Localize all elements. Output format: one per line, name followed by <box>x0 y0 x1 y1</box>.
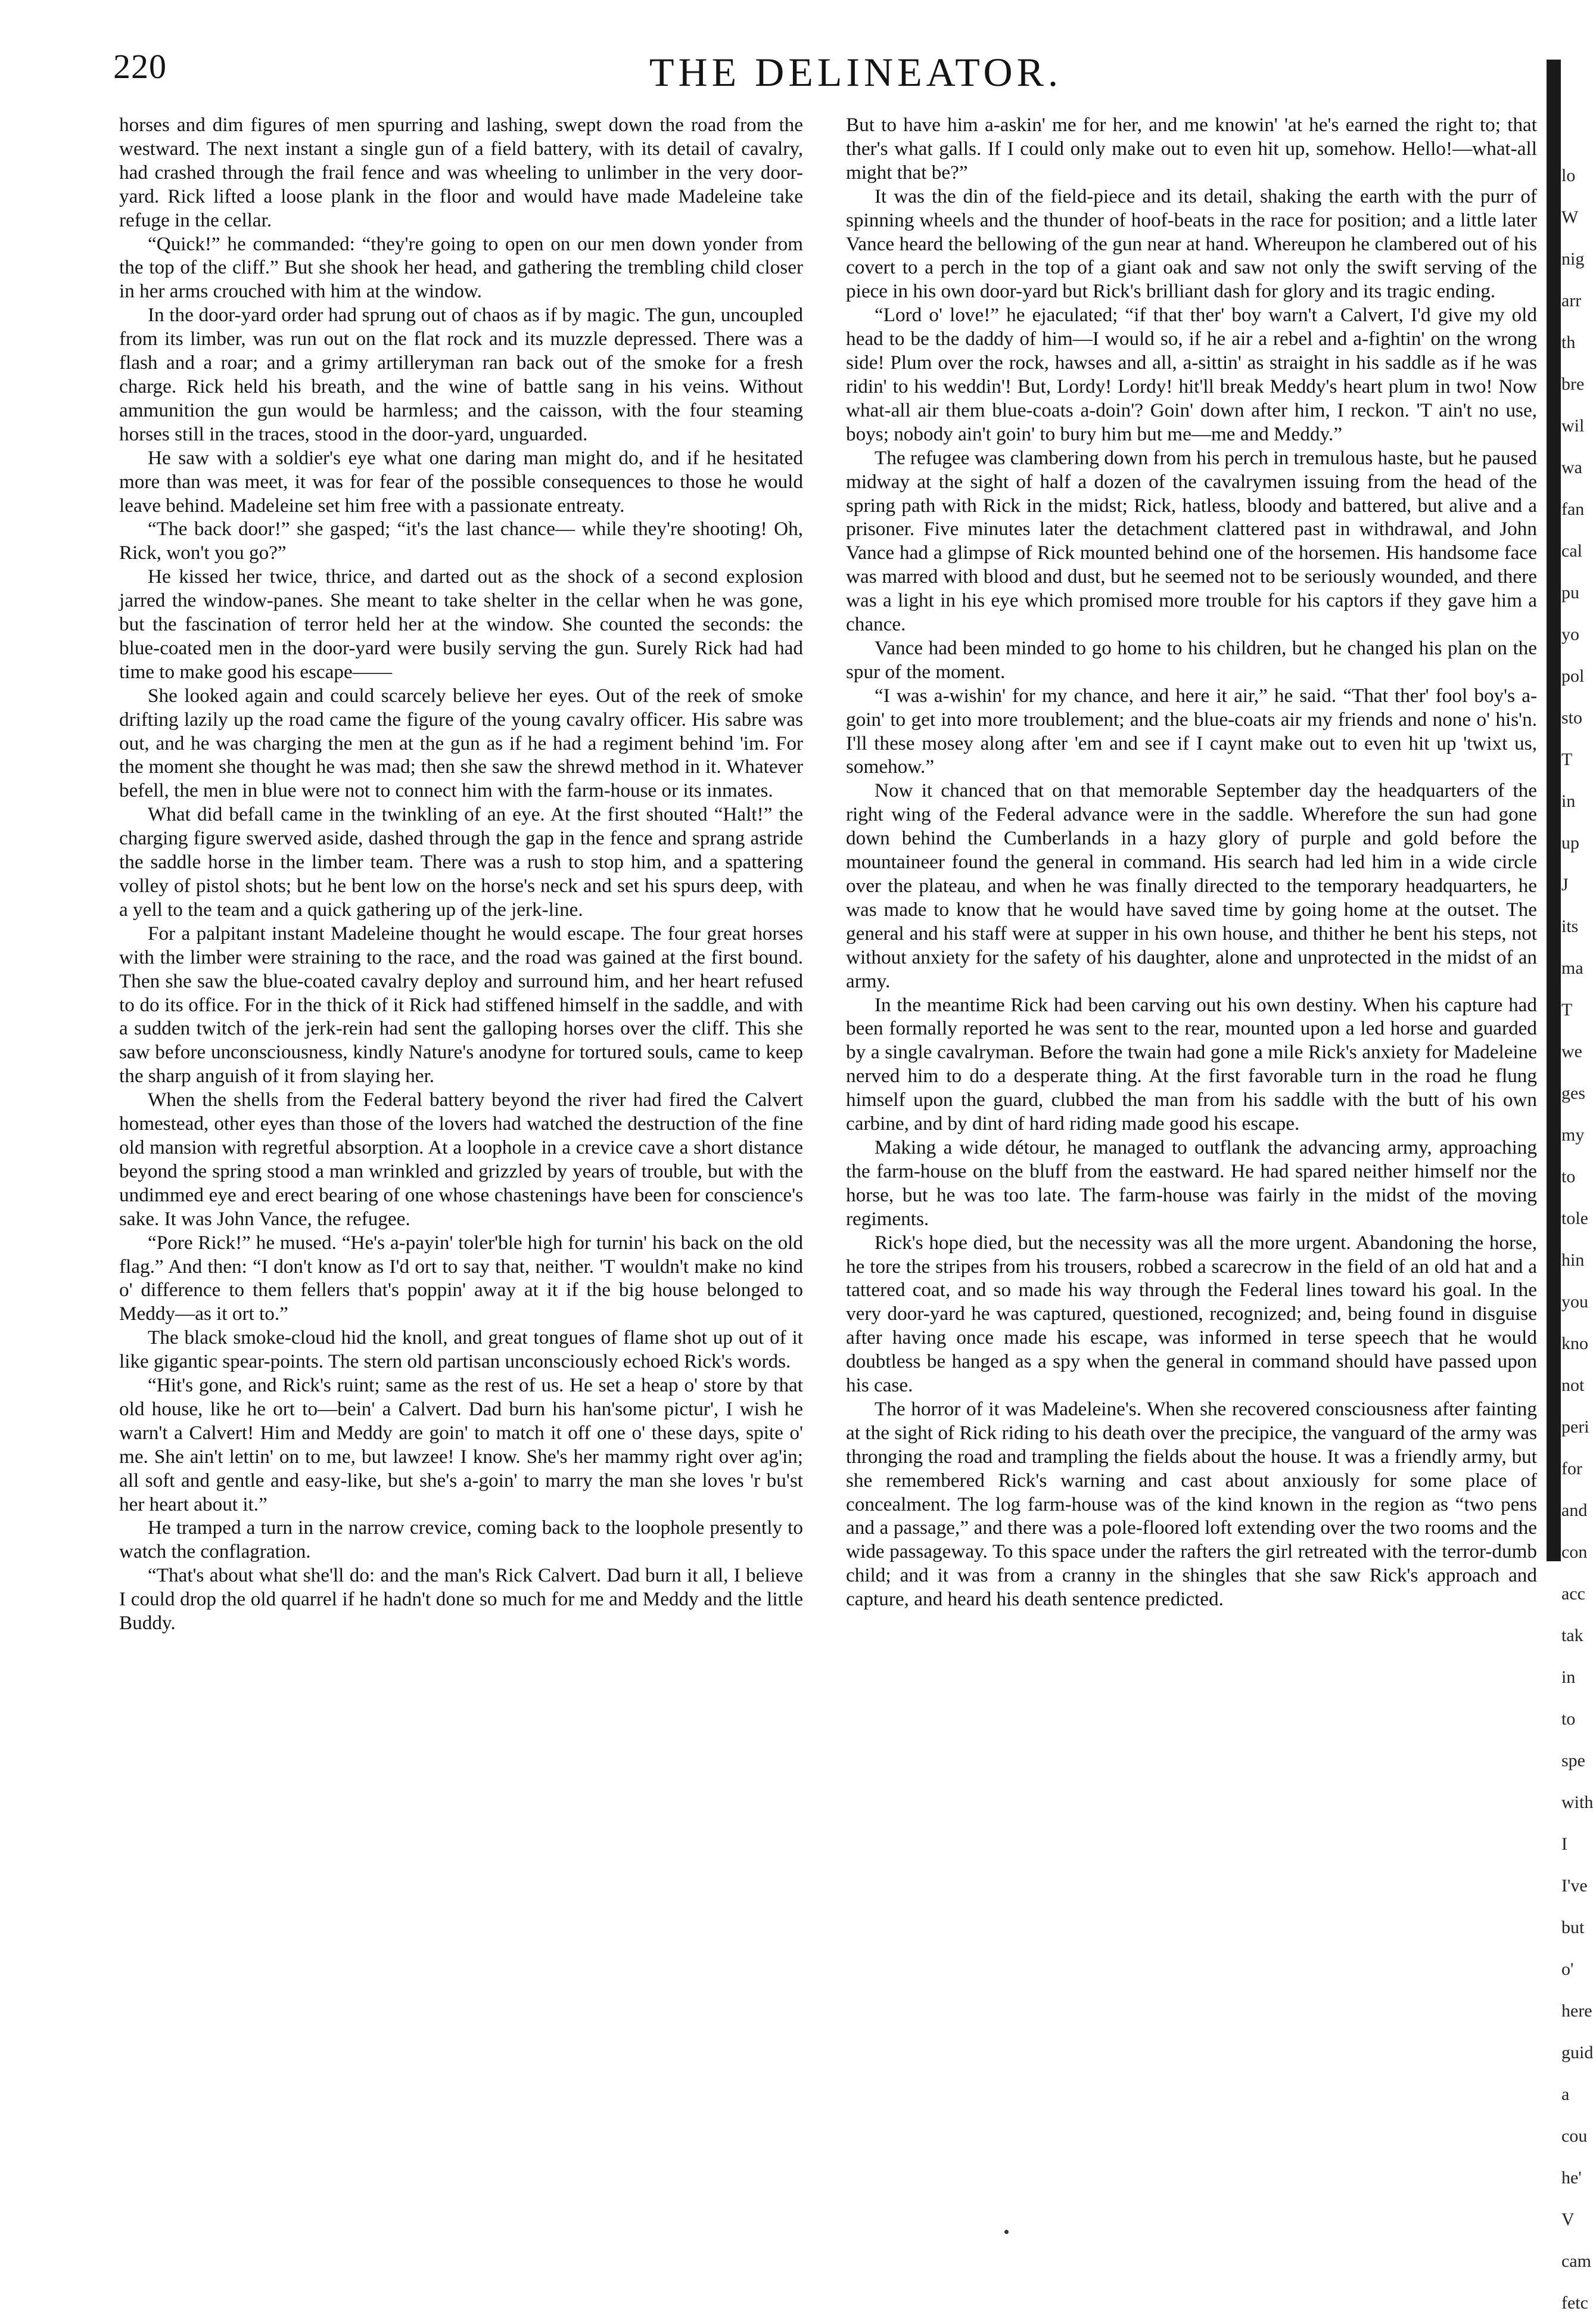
binding-shadow-bar <box>1547 60 1561 1561</box>
paragraph: “Quick!” he commanded: “they're going to open on our men down yonder from the top of the cliff.” But she shook her head, and gathering the trembling child closer in her arms crouched with him at the window. <box>119 232 803 303</box>
adjacent-page-fragment: bre <box>1561 374 1585 394</box>
adjacent-page-fragment: lo <box>1561 166 1576 185</box>
adjacent-page-fragment: with <box>1561 1792 1593 1812</box>
paragraph: In the meantime Rick had been carving out his own destiny. When his capture had been formally reported he was sent to the rear, mounted upon a led horse and guarded by a single cavalryman. Before the twain had gone a mile Rick's anxiety for Madeleine nerved him to do a desperate thing. At the first favorable turn in the road he flung himself upon the guard, clubbed the man from his saddle with the butt of his own carbine, and by dint of hard riding made good his escape. <box>846 993 1537 1135</box>
paragraph: Now it chanced that on that memorable September day the headquarters of the right wing of the Federal advance were in the saddle. Wherefore the sun had gone down behind the Cumberlands in a hazy glory of purple and gold before the mountaineer found the general in command. His search had led him in a wide circle over the plateau, and when he was finally directed to the temporary headquarters, he was made to know that he would have saved time by going home at the outset. The general and his staff were at supper in his own house, and thither he bent his steps, not without anxiety for the safety of his daughter, alone and unprotected in the midst of an army. <box>846 779 1537 992</box>
adjacent-page-fragment: tole <box>1561 1208 1588 1228</box>
adjacent-page-fragment: sto <box>1561 708 1583 728</box>
paragraph: For a palpitant instant Madeleine thought he would escape. The four great horses with the limber were straining to the race, and the road was gained at the first bound. Then she saw the blue-coated cavalry deploy and surround him, and her heart refused to do its office. For in the thick of it Rick had stiffened himself in the saddle, and with a sudden twitch of the jerk-rein had sent the galloping horses over the cliff. This she saw before unconsciousness, kindly Nature's anodyne for tortured souls, came to keep the sharp anguish of it from slaying her. <box>119 922 803 1088</box>
adjacent-page-fragment: T <box>1561 1000 1573 1020</box>
paragraph: “The back door!” she gasped; “it's the last chance— while they're shooting! Oh, Rick, won't you go?” <box>119 518 803 564</box>
paragraph: Vance had been minded to go home to his children, but he changed his plan on the spur of the moment. <box>846 636 1537 683</box>
adjacent-page-fragment: for <box>1561 1459 1582 1478</box>
adjacent-page-fragment: ges <box>1561 1083 1585 1103</box>
paragraph: It was the din of the field-piece and its detail, shaking the earth with the purr of spinning wheels and the thunder of hoof-beats in the race for position; and a little later Vance heard the bellowing of the gun near at hand. Whereupon he clambered out of his covert to a perch in the top of a giant oak and saw not only the swift serving of the piece in his own door-yard but Rick's brilliant dash for glory and its tragic ending. <box>846 185 1537 303</box>
paragraph: Rick's hope died, but the necessity was all the more urgent. Abandoning the horse, he tore the stripes from his trousers, robbed a scarecrow in the field of an old hat and a tattered coat, and so made his way through the Federal lines toward his goal. In the very door-yard he was captured, questioned, recognized; and, being found in disguise after having once made his escape, was informed in terse speech that he would doubtless be hanged as a spy when the general in command should have passed upon his case. <box>846 1231 1537 1397</box>
adjacent-page-fragment: guid <box>1561 2043 1593 2062</box>
adjacent-page-fragment: to <box>1561 1167 1576 1186</box>
adjacent-page-fragment: hin <box>1561 1250 1585 1270</box>
paragraph: “I was a-wishin' for my chance, and here it air,” he said. “That ther' fool boy's a-goin' to get into more troublement; and the blue-coats air my friends and none o' his'n. I'll these mosey along after 'em and see if I caynt make out to even hit up 'twixt us, somehow.” <box>846 684 1537 778</box>
paragraph: When the shells from the Federal battery beyond the river had fired the Calvert homestead, other eyes than those of the lovers had watched the destruction of the fine old mansion with regretful absorption. At a loophole in a crevice cave a short distance beyond the spring stood a man wrinkled and grizzled by years of trouble, but with the undimmed eye and erect bearing of one whose chastenings have been for conscience's sake. It was John Vance, the refugee. <box>119 1089 803 1230</box>
paragraph: “Pore Rick!” he mused. “He's a-payin' toler'ble high for turnin' his back on the old flag.” And then: “I don't know as I'd ort to say that, neither. 'T wouldn't make no kind o' difference to them fellers that's poppin' away at it if the big house belonged to Meddy—as it ort to.” <box>119 1231 803 1325</box>
adjacent-page-fragment: not <box>1561 1375 1585 1395</box>
paragraph: horses and dim figures of men spurring and lashing, swept down the road from the westward. The next instant a single gun of a field battery, with its detail of cavalry, had crashed through the frail fence and was wheeling to unlimber in the very door-yard. Rick lifted a loose plank in the floor and would have made Madeleine take refuge in the cellar. <box>119 114 803 231</box>
paragraph: The refugee was clambering down from his perch in tremulous haste, but he paused midway at the sight of half a dozen of the cavalrymen issuing from the head of the spring path with Rick in the midst; Rick, hatless, bloody and battered, but alive and a prisoner. Five minutes later the detachment clattered past in withdrawal, and John Vance had a glimpse of Rick mounted behind one of the horsemen. His handsome face was marred with blood and dust, but he seemed not to be seriously wounded, and there was a light in his eye which promised more trouble for his captors if they gave him a chance. <box>846 446 1537 636</box>
adjacent-page-fragment: o' <box>1561 1959 1574 1979</box>
adjacent-page-fragment: kno <box>1561 1334 1588 1353</box>
adjacent-page-fragment: in <box>1561 1667 1576 1687</box>
adjacent-page-fragment: ma <box>1561 958 1583 978</box>
adjacent-page-fragment: here <box>1561 2001 1592 2021</box>
adjacent-page-fragment: in <box>1561 791 1576 811</box>
adjacent-page-fragment: to <box>1561 1709 1576 1729</box>
adjacent-page-fragment: cam <box>1561 2251 1591 2271</box>
adjacent-page-fragment: I've <box>1561 1876 1588 1896</box>
adjacent-page-fragment: con <box>1561 1542 1588 1562</box>
adjacent-page-fragment: cal <box>1561 541 1582 561</box>
paragraph: “That's about what she'll do: and the man's Rick Calvert. Dad burn it all, I believe I could drop the old quarrel if he hadn't done so much for me and Meddy and the little Buddy. <box>119 1564 803 1635</box>
adjacent-page-fragment: th <box>1561 333 1576 352</box>
right-column <box>846 113 1537 2211</box>
adjacent-page-strip <box>1561 155 1593 2313</box>
adjacent-page-fragment: J <box>1561 875 1569 894</box>
adjacent-page-fragment: a <box>1561 2084 1570 2104</box>
adjacent-page-fragment: and <box>1561 1500 1588 1520</box>
paragraph: The black smoke-cloud hid the knoll, and great tongues of flame shot up out of it like gigantic spear-points. The stern old partisan unconsciously echoed Rick's words. <box>119 1326 803 1373</box>
adjacent-page-fragment: fan <box>1561 499 1585 519</box>
adjacent-page-fragment: spe <box>1561 1751 1585 1770</box>
adjacent-page-fragment: arr <box>1561 291 1582 310</box>
paragraph: What did befall came in the twinkling of an eye. At the first shouted “Halt!” the charging figure swerved aside, dashed through the gap in the fence and sprang astride the saddle horse in the limber team. There was a rush to stop him, and a spattering volley of pistol shots; but he bent low on the horse's neck and set his spurs deep, with a yell to the team and a quick gathering up of the jerk-line. <box>119 803 803 921</box>
adjacent-page-fragment: W <box>1561 207 1579 227</box>
paragraph: In the door-yard order had sprung out of chaos as if by magic. The gun, uncoupled from its limber, was run out on the flat rock and its muzzle depressed. There was a flash and a roar; and a grimy artilleryman ran back out of the smoke for a fresh charge. Rick held his breath, and the wine of battle sang in his veins. Without ammunition the gun would be harmless; and the caisson, with the four steaming horses still in the traces, stood in the door-yard, unguarded. <box>119 304 803 445</box>
adjacent-page-fragment: cou <box>1561 2126 1588 2146</box>
paragraph: He tramped a turn in the narrow crevice, coming back to the loophole presently to watch the conflagration. <box>119 1517 803 1563</box>
adjacent-page-fragment: wa <box>1561 458 1582 477</box>
paragraph: But to have him a-askin' me for her, and me knowin' 'at he's earned the right to; that ther's what galls. If I could only make out to even hit up, somehow. Hello!—what-all might that be?” <box>846 114 1537 184</box>
paragraph: He kissed her twice, thrice, and darted out as the shock of a second explosion jarred the window-panes. She meant to take shelter in the cellar when he was gone, but the fascination of terror held her at the window. She counted the seconds: the blue-coated men in the door-yard were busily serving the gun. Surely Rick had had time to make good his escape—— <box>119 566 803 683</box>
adjacent-page-fragment: he' <box>1561 2168 1582 2188</box>
adjacent-page-fragment: up <box>1561 833 1579 853</box>
paragraph: He saw with a soldier's eye what one daring man might do, and if he hesitated more than was meet, it was for fear of the possible consequences to those he would leave behind. Madeleine set him free with a passionate entreaty. <box>119 446 803 517</box>
adjacent-page-fragment: you <box>1561 1292 1588 1312</box>
adjacent-page-fragment: acc <box>1561 1584 1585 1604</box>
adjacent-page-fragment: yo <box>1561 625 1579 644</box>
adjacent-page-fragment: pol <box>1561 666 1585 686</box>
paragraph: The horror of it was Madeleine's. When she recovered consciousness after fainting at the sight of Rick riding to his death over the precipice, the vanguard of the army was thronging the road and trampling the fields about the house. It was a friendly army, but she remembered Rick's warning and cast about anxiously for some place of concealment. The log farm-house was of the kind known in the region as “two pens and a passage,” and there was a pole-floored loft extending over the two rooms and the wide passageway. To this space under the rafters the girl retreated with the terror-dumb child; and it was from a cranny in the shingles that she saw Rick's approach and capture, and heard his death sentence predicted. <box>846 1397 1537 1611</box>
adjacent-page-fragment: nig <box>1561 249 1585 269</box>
adjacent-page-fragment: my <box>1561 1125 1585 1145</box>
ink-speck <box>1004 2230 1009 2234</box>
paragraph: She looked again and could scarcely believe her eyes. Out of the reek of smoke drifting lazily up the road came the figure of the young cavalry officer. His sabre was out, and he was charging the men at the gun as if he had a regiment behind 'im. For the moment she thought he was mad; then she saw the shrewd method in it. Whatever befell, the men in blue were not to connect him with the farm-house or its inmates. <box>119 684 803 802</box>
adjacent-page-fragment: its <box>1561 916 1579 936</box>
masthead-title: THE DELINEATOR. <box>649 49 1062 95</box>
adjacent-page-fragment: wil <box>1561 416 1585 436</box>
adjacent-page-fragment: pu <box>1561 583 1579 602</box>
adjacent-page-fragment: tak <box>1561 1626 1583 1645</box>
paragraph: “Lord o' love!” he ejaculated; “if that ther' boy warn't a Calvert, I'd give my old head to be the daddy of him—I would so, if he air a rebel and a-fightin' on the wrong side! Plum over the rock, hawses and all, a-sittin' as straight in his saddle as if he was ridin' to his weddin'! But, Lordy! Lordy! hit'll break Meddy's heart plum in two! Now what-all air them blue-coats a-doin'? Goin' down after him, I reckon. 'T ain't no use, boys; nobody ain't goin' to bury him but me—me and Meddy.” <box>846 304 1537 445</box>
paragraph: Making a wide détour, he managed to outflank the advancing army, approaching the farm-house on the bluff from the eastward. He had spared neither himself nor the horse, but he was too late. The farm-house was fairly in the midst of the moving regiments. <box>846 1136 1537 1230</box>
adjacent-page-fragment: fetc <box>1561 2293 1588 2313</box>
adjacent-page-fragment: peri <box>1561 1417 1589 1437</box>
left-column <box>119 113 803 2211</box>
adjacent-page-fragment: we <box>1561 1042 1582 1061</box>
adjacent-page-fragment: T <box>1561 750 1573 769</box>
adjacent-page-fragment: V <box>1561 2210 1575 2229</box>
page-number: 220 <box>113 47 167 86</box>
paragraph: “Hit's gone, and Rick's ruint; same as the rest of us. He set a heap o' store by that old house, like he ort to—bein' a Calvert. Dad burn his han'some pictur', I wish he warn't a Calvert! Him and Meddy are goin' to match it off one o' these days, spite o' me. She ain't lettin' on to me, but lawzee! I know. She's her mammy right over ag'in; all soft and gentle and easy-like, but she's a-goin' to marry the man she loves 'r bu'st her heart about it.” <box>119 1374 803 1515</box>
adjacent-page-fragment: I <box>1561 1834 1567 1854</box>
adjacent-page-fragment: but <box>1561 1918 1585 1937</box>
